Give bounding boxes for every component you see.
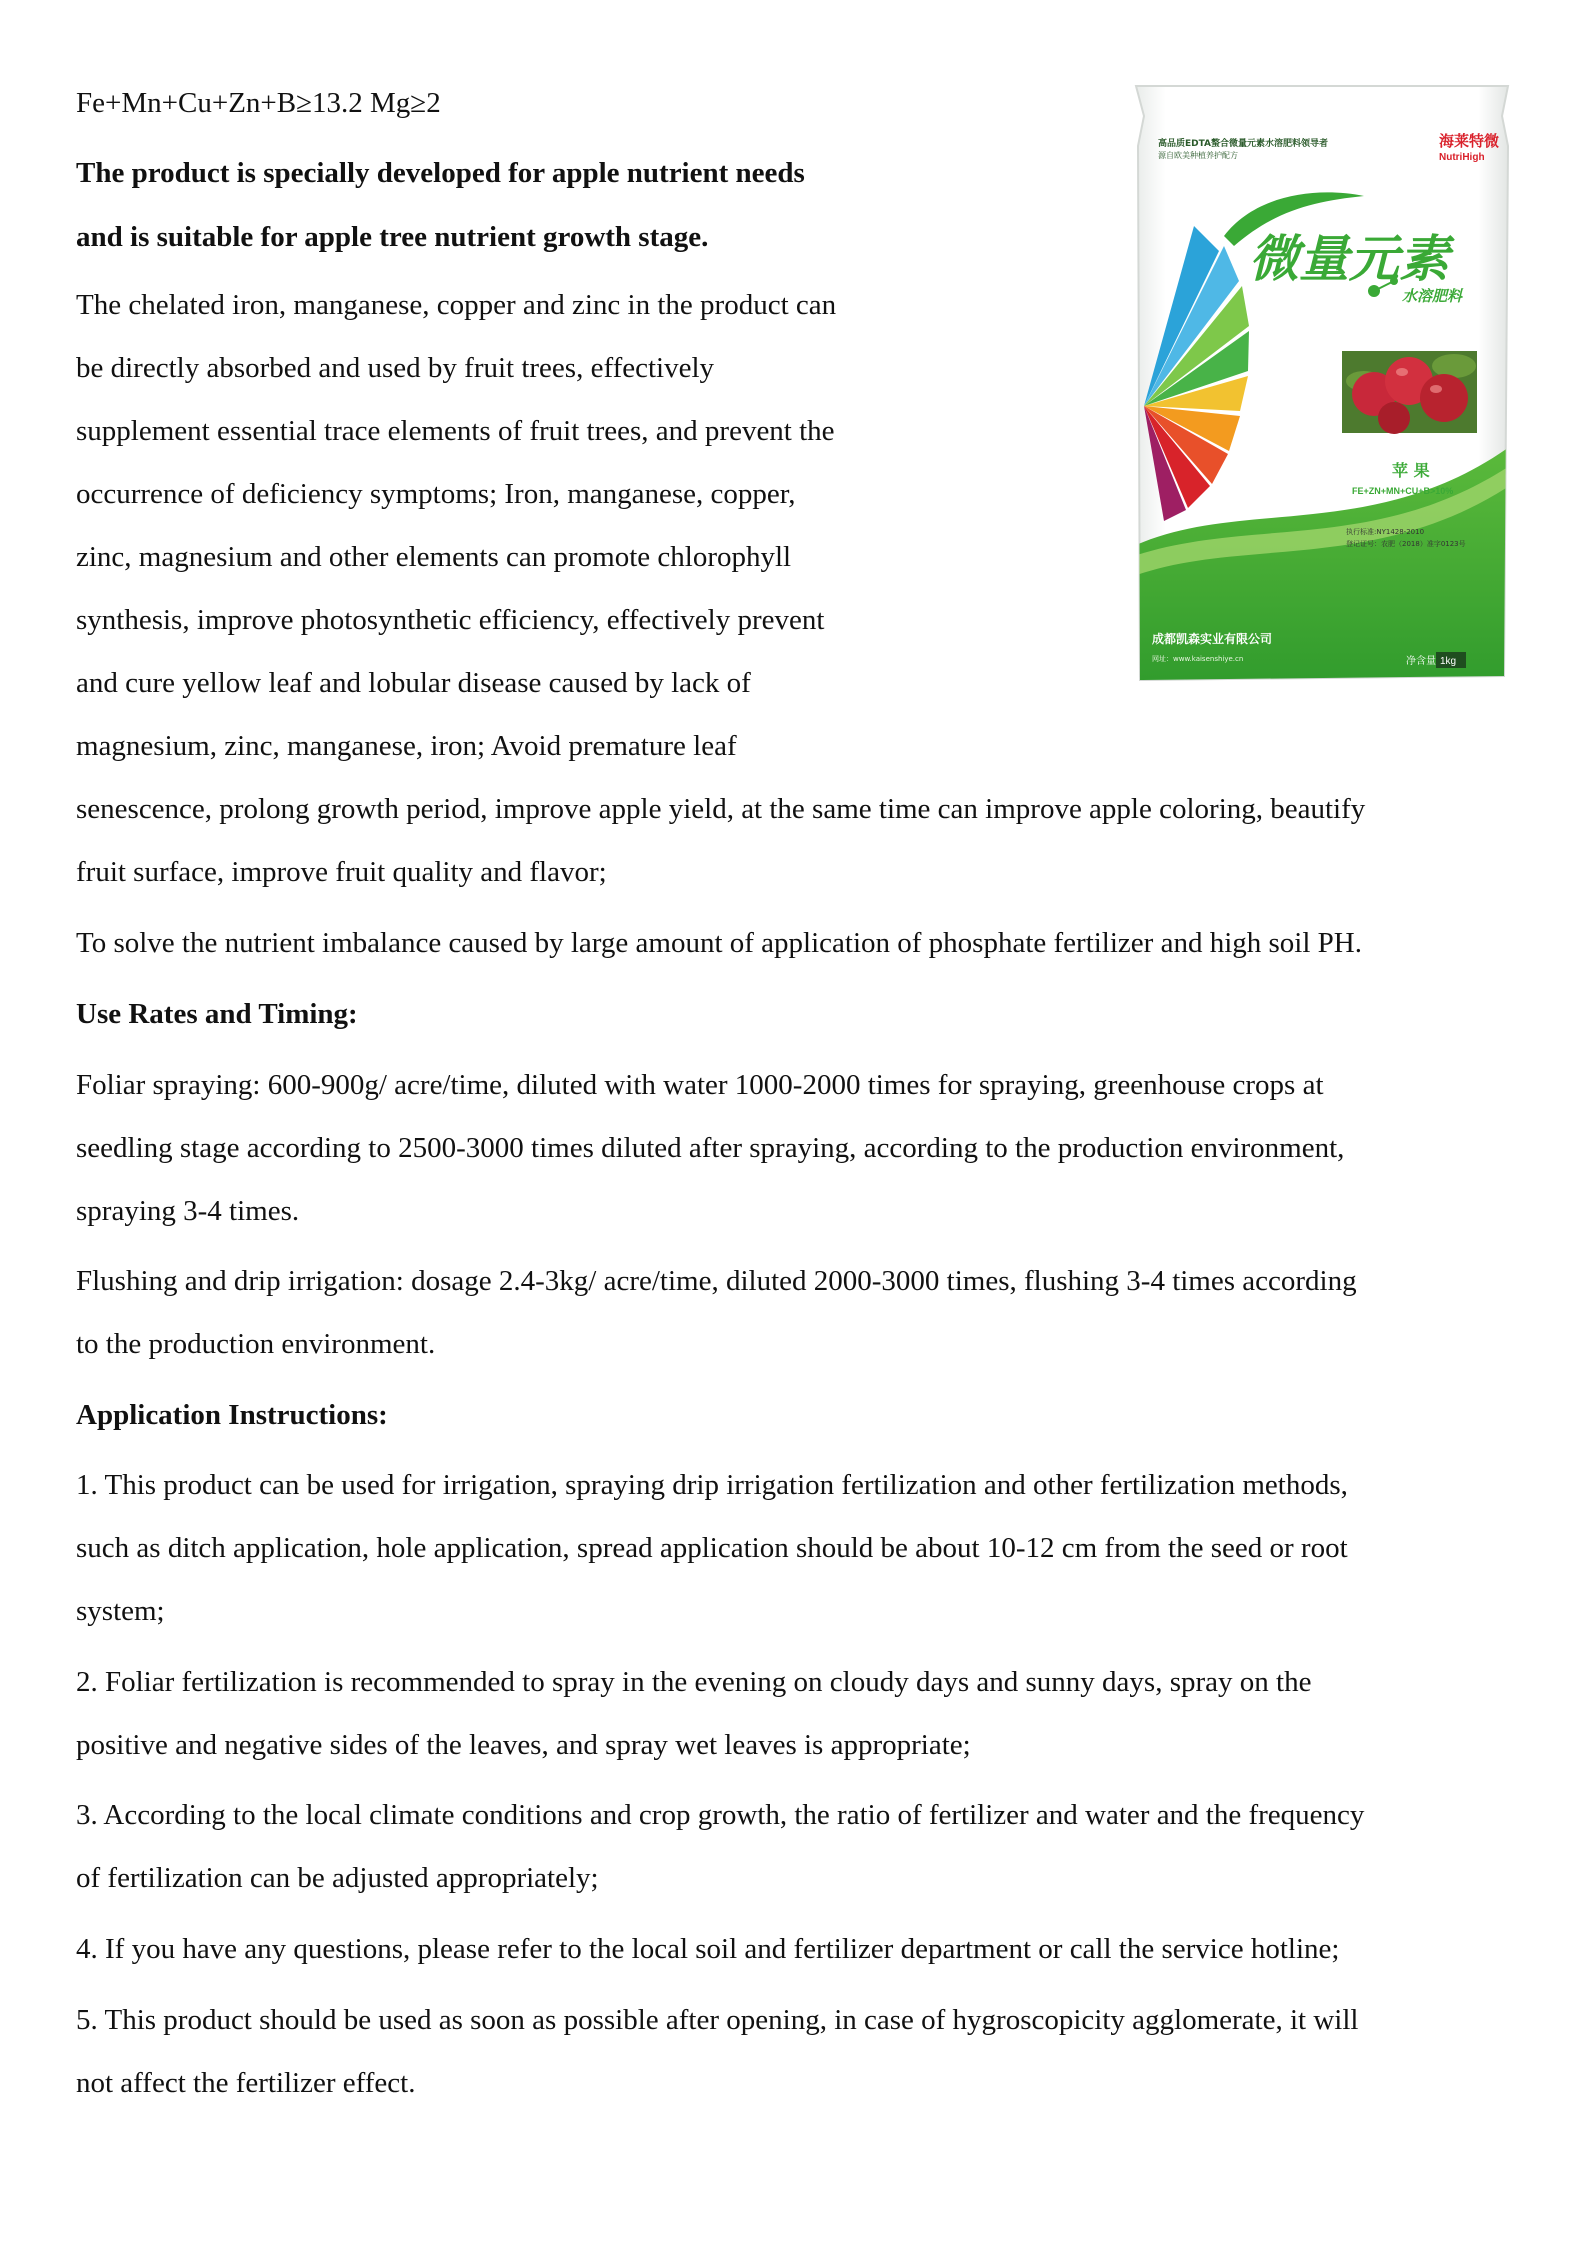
package-top-text-2: 源自欧美种植养护配方 xyxy=(1158,151,1238,160)
nutrient-formula: Fe+Mn+Cu+Zn+B≥13.2 Mg≥2 xyxy=(76,87,441,119)
drip-line: Flushing and drip irrigation: dosage 2.4-3kg/ acre/time, diluted 2000-3000 times, flushing 3-4 times according xyxy=(76,1265,1357,1297)
package-top-text-1: 高品质EDTA螯合微量元素水溶肥料领导者 xyxy=(1158,139,1329,149)
package-company: 成都凯森实业有限公司 xyxy=(1152,632,1273,646)
instruction-line: 2. Foliar fertilization is recommended to spray in the evening on cloudy days and sunny days, spray on the xyxy=(76,1666,1312,1698)
solve-text: To solve the nutrient imbalance caused by large amount of application of phosphate fertilizer and high soil PH. xyxy=(76,927,1362,959)
package-title-cn: 微量元素 xyxy=(1249,230,1449,288)
description-line: be directly absorbed and used by fruit trees, effectively xyxy=(76,352,715,384)
instruction-line: of fertilization can be adjusted appropriately; xyxy=(76,1862,599,1894)
package-standard: 执行标准:NY1428-2010 xyxy=(1346,528,1425,536)
package-net-label: 净含量 xyxy=(1406,656,1436,667)
description-line: fruit surface, improve fruit quality and flavor; xyxy=(76,856,607,888)
instructions-heading: Application Instructions: xyxy=(76,1399,388,1431)
instruction-line: system; xyxy=(76,1595,165,1627)
instruction-line: 1. This product can be used for irrigation, spraying drip irrigation fertilization and other fertilization methods, xyxy=(76,1469,1348,1501)
package-registration: 登记证号：农肥（2018）准字0123号 xyxy=(1346,540,1466,548)
intro-line-1: The product is specially developed for apple nutrient needs xyxy=(76,157,805,189)
description-line: supplement essential trace elements of fruit trees, and prevent the xyxy=(76,415,835,447)
package-crop-cn: 苹 果 xyxy=(1392,461,1430,480)
instruction-line: not affect the fertilizer effect. xyxy=(76,2067,416,2099)
use-rates-heading: Use Rates and Timing: xyxy=(76,998,358,1030)
package-content-spec: FE+ZN+MN+CU+B>10% xyxy=(1352,486,1454,496)
description-line: senescence, prolong growth period, improve apple yield, at the same time can improve apple coloring, beautify xyxy=(76,793,1366,825)
instruction-line: positive and negative sides of the leaves, and spray wet leaves is appropriate; xyxy=(76,1729,971,1761)
description-line: occurrence of deficiency symptoms; Iron, manganese, copper, xyxy=(76,478,796,510)
instruction-line: such as ditch application, hole application, spread application should be about 10-12 cm from the seed or root xyxy=(76,1532,1348,1564)
package-subtitle-cn: 水溶肥料 xyxy=(1402,287,1463,305)
package-brand-cn: 海莱特微 xyxy=(1439,132,1500,150)
instruction-line: 3. According to the local climate conditions and crop growth, the ratio of fertilizer and water and the frequency xyxy=(76,1799,1365,1831)
foliar-line: Foliar spraying: 600-900g/ acre/time, diluted with water 1000-2000 times for spraying, greenhouse crops at xyxy=(76,1069,1324,1101)
description-line: magnesium, zinc, manganese, iron; Avoid premature leaf xyxy=(76,730,737,762)
description-line: zinc, magnesium and other elements can promote chlorophyll xyxy=(76,541,792,573)
product-package-image xyxy=(1124,76,1520,688)
intro-line-2: and is suitable for apple tree nutrient growth stage. xyxy=(76,221,709,253)
description-line: The chelated iron, manganese, copper and zinc in the product can xyxy=(76,289,837,321)
package-website: 网址：www.kaisenshiye.cn xyxy=(1152,655,1244,663)
foliar-line: seedling stage according to 2500-3000 times diluted after spraying, according to the production environment, xyxy=(76,1132,1345,1164)
package-net-weight: 1kg xyxy=(1440,656,1457,667)
instruction-line: 4. If you have any questions, please refer to the local soil and fertilizer department or call the service hotline; xyxy=(76,1933,1340,1965)
instruction-line: 5. This product should be used as soon as possible after opening, in case of hygroscopicity agglomerate, it will xyxy=(76,2004,1359,2036)
foliar-line: spraying 3-4 times. xyxy=(76,1195,300,1227)
apple-photo xyxy=(1342,351,1477,434)
drip-line: to the production environment. xyxy=(76,1328,436,1360)
description-line: and cure yellow leaf and lobular disease caused by lack of xyxy=(76,667,751,699)
description-line: synthesis, improve photosynthetic efficiency, effectively prevent xyxy=(76,604,825,636)
package-brand-en: NutriHigh xyxy=(1439,152,1485,163)
